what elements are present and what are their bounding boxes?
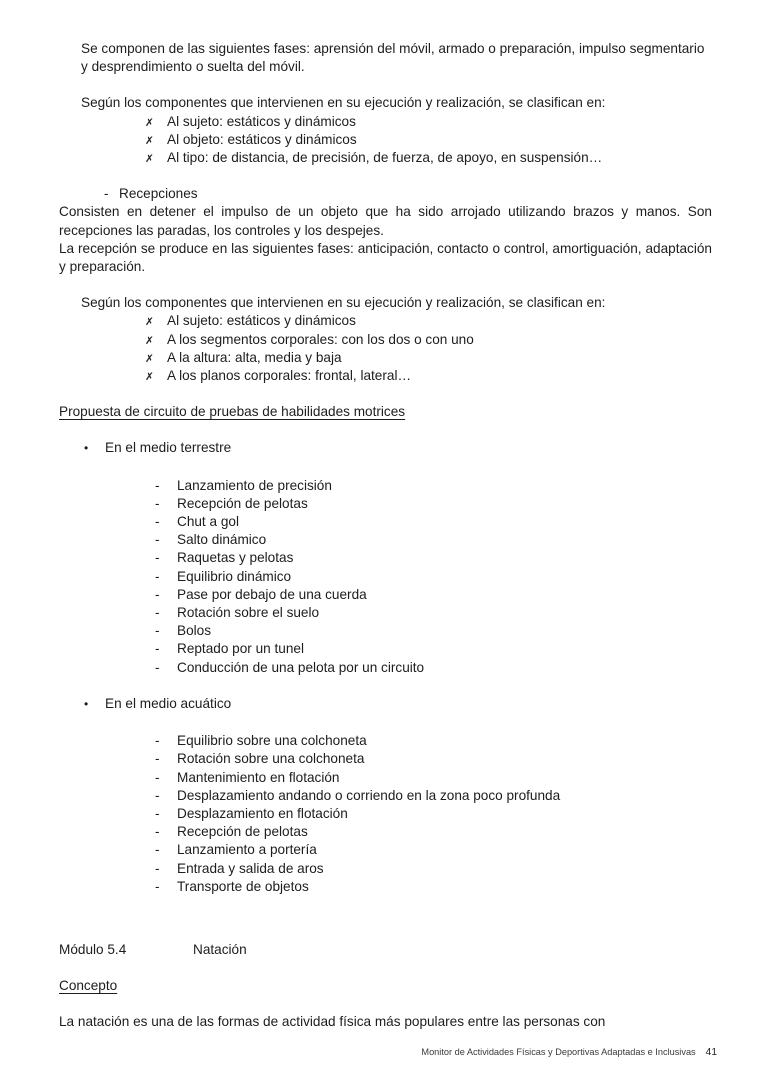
dash-bullet-icon: -	[155, 769, 160, 785]
document-content	[59, 40, 712, 1032]
classification1-intro: Según los componentes que intervienen en su ejecución y realización, se clasifican en:	[81, 95, 606, 111]
list-item-text: Recepción de pelotas	[177, 495, 308, 511]
module-row	[59, 941, 712, 959]
dash-bullet-icon: -	[155, 550, 160, 566]
acuatico-bullet-row	[59, 695, 712, 713]
list-item-text: Al sujeto: estáticos y dinámicos	[167, 113, 356, 129]
terrestre-bullet-row	[59, 439, 712, 457]
list-item	[59, 568, 712, 586]
dash-bullet-icon: -	[155, 733, 160, 749]
list-item-text: Reptado por un tunel	[177, 641, 304, 657]
list-item-text: Chut a gol	[177, 514, 239, 530]
dash-bullet-icon: -	[155, 514, 160, 530]
list-item-text: A los segmentos corporales: con los dos o con uno	[167, 331, 474, 347]
list-item-text: Salto dinámico	[177, 532, 267, 548]
list-item	[59, 769, 712, 787]
list-item	[59, 331, 712, 349]
intro-paragraph: Se componen de las siguientes fases: aprensión del móvil, armado o preparación, impulso segmentario y desprendimiento o suelta del móvil.	[81, 41, 705, 75]
list-item-text: Entrada y salida de aros	[177, 860, 324, 876]
dash-bullet-icon: -	[155, 787, 160, 803]
dash-bullet-icon: -	[155, 878, 160, 894]
list-item-text: Al tipo: de distancia, de precisión, de fuerza, de apoyo, en suspensión…	[167, 150, 603, 166]
recepciones-paragraph-2: La recepción se produce en las siguientes fases: anticipación, contacto o control, amortiguación, adaptación y preparación.	[59, 240, 712, 275]
terrestre-label: En el medio terrestre	[105, 440, 232, 456]
recepciones-heading-row	[59, 185, 712, 203]
list-item	[59, 640, 712, 658]
dash-bullet-icon: -	[155, 623, 160, 639]
list-item	[59, 860, 712, 878]
cross-bullet-icon: ✗	[145, 134, 154, 147]
cross-bullet-icon: ✗	[145, 316, 154, 329]
list-item	[59, 131, 712, 149]
list-item-text: Desplazamiento en flotación	[177, 805, 348, 821]
list-item	[59, 732, 712, 750]
list-item	[59, 586, 712, 604]
list-item-text: Recepción de pelotas	[177, 824, 308, 840]
cross-bullet-icon: ✗	[145, 352, 154, 365]
page-footer	[421, 1046, 717, 1059]
list-item	[59, 367, 712, 385]
recepciones-label: Recepciones	[119, 186, 198, 202]
list-item	[59, 659, 712, 677]
list-item-text: Equilibrio dinámico	[177, 568, 292, 584]
dash-bullet-icon: -	[155, 824, 160, 840]
dash-bullet-icon: -	[104, 186, 109, 202]
list-item	[59, 495, 712, 513]
dot-bullet-icon: •	[84, 441, 89, 456]
list-item-text: A la altura: alta, media y baja	[167, 349, 342, 365]
list-item-text: Desplazamiento andando o corriendo en la zona poco profunda	[177, 787, 561, 803]
dash-bullet-icon: -	[155, 860, 160, 876]
terrestre-list	[59, 477, 712, 677]
circuit-heading-text: Propuesta de circuito de pruebas de habilidades motrices	[59, 404, 406, 420]
list-item	[59, 622, 712, 640]
list-item-text: Rotación sobre el suelo	[177, 605, 320, 621]
dash-bullet-icon: -	[155, 751, 160, 767]
list-item-text: Equilibrio sobre una colchoneta	[177, 733, 367, 749]
list-item-text: Lanzamiento a portería	[177, 842, 317, 858]
list-item	[59, 349, 712, 367]
list-item	[59, 878, 712, 896]
dash-bullet-icon: -	[155, 586, 160, 602]
list-item-text: Transporte de objetos	[177, 878, 309, 894]
concepto-heading-text: Concepto	[59, 978, 118, 994]
list-item	[59, 841, 712, 859]
list-item-text: Pase por debajo de una cuerda	[177, 586, 367, 602]
concepto-heading	[59, 977, 712, 995]
list-item-text: Al sujeto: estáticos y dinámicos	[167, 313, 356, 329]
cross-bullet-icon: ✗	[145, 371, 154, 384]
list-item-text: Raquetas y pelotas	[177, 550, 294, 566]
list-item	[59, 531, 712, 549]
list-item	[59, 477, 712, 495]
module-title: Natación	[193, 941, 247, 957]
cross-bullet-icon: ✗	[145, 116, 154, 129]
list-item-text: Mantenimiento en flotación	[177, 769, 340, 785]
acuatico-list	[59, 732, 712, 896]
list-item	[59, 604, 712, 622]
list-item	[59, 149, 712, 167]
list-item	[59, 312, 712, 330]
module-label: Módulo 5.4	[59, 941, 127, 957]
list-item-text: Bolos	[177, 623, 212, 639]
list-item	[59, 549, 712, 567]
page-number: 41	[705, 1047, 717, 1058]
cross-bullet-icon: ✗	[145, 153, 154, 166]
dash-bullet-icon: -	[155, 805, 160, 821]
dot-bullet-icon: •	[84, 696, 89, 711]
dash-bullet-icon: -	[155, 659, 160, 675]
list-item	[59, 787, 712, 805]
cross-bullet-icon: ✗	[145, 334, 154, 347]
circuit-heading	[59, 403, 712, 421]
dash-bullet-icon: -	[155, 495, 160, 511]
dash-bullet-icon: -	[155, 477, 160, 493]
acuatico-label: En el medio acuático	[105, 695, 232, 711]
classification2-intro: Según los componentes que intervienen en su ejecución y realización, se clasifican en:	[81, 295, 606, 311]
dash-bullet-icon: -	[155, 532, 160, 548]
recepciones-paragraph-1: Consisten en detener el impulso de un objeto que ha sido arrojado utilizando brazos y manos. Son recepciones las paradas, los controles y los despejes.	[59, 204, 712, 238]
dash-bullet-icon: -	[155, 605, 160, 621]
natacion-paragraph: La natación es una de las formas de actividad física más populares entre las personas con	[59, 1014, 606, 1030]
dash-bullet-icon: -	[155, 842, 160, 858]
list-item-text: Lanzamiento de precisión	[177, 477, 332, 493]
list-item-text: A los planos corporales: frontal, lateral…	[167, 368, 412, 384]
list-item	[59, 750, 712, 768]
list-item	[59, 823, 712, 841]
dash-bullet-icon: -	[155, 568, 160, 584]
list-item	[59, 113, 712, 131]
list-item-text: Conducción de una pelota por un circuito	[177, 659, 425, 675]
footer-text: Monitor de Actividades Físicas y Deportivas Adaptadas e Inclusivas	[421, 1047, 696, 1057]
list-item	[59, 513, 712, 531]
dash-bullet-icon: -	[155, 641, 160, 657]
list-item-text: Al objeto: estáticos y dinámicos	[167, 131, 357, 147]
list-item-text: Rotación sobre una colchoneta	[177, 751, 365, 767]
list-item	[59, 805, 712, 823]
